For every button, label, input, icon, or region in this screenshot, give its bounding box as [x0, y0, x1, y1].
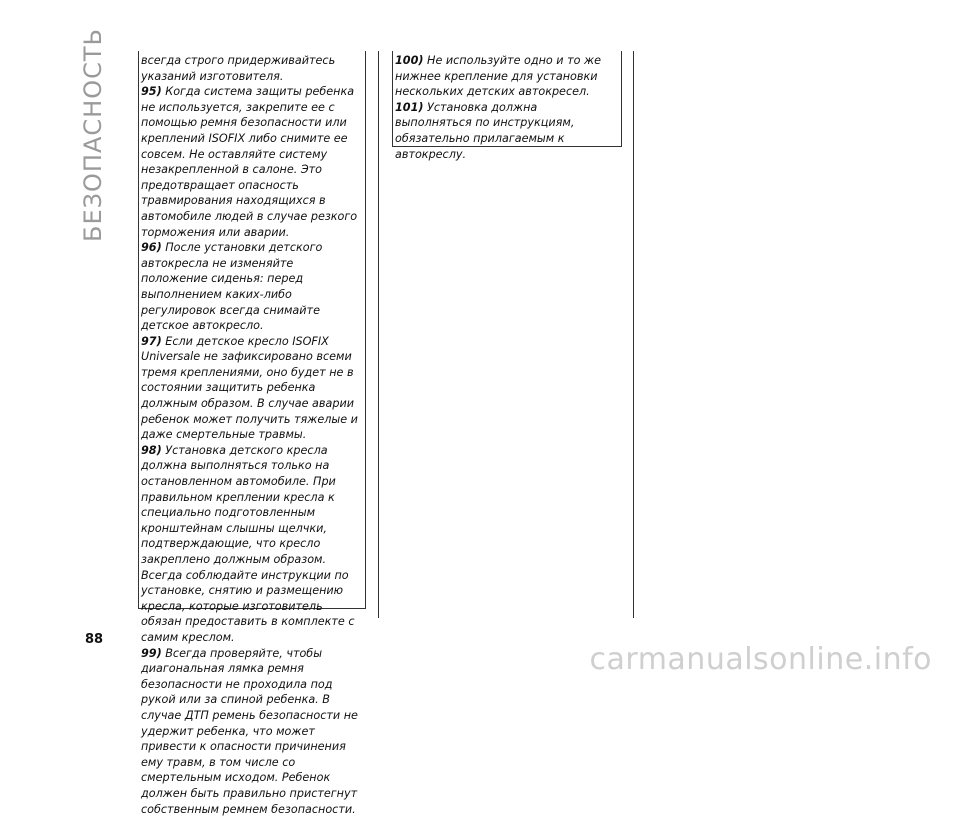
watermark-text: carmanualsonline.info: [589, 642, 932, 677]
section-title-text: БЕЗОПАСНОСТЬ: [79, 28, 107, 242]
warning-item: [141, 240, 361, 334]
warning-item: [395, 100, 617, 162]
column-divider-left: [378, 51, 379, 618]
warnings-column-right: [392, 51, 622, 161]
warnings-box-right: [392, 51, 622, 161]
warning-item: [395, 53, 617, 100]
warning-text: Установка детского кресла должна выполняться только на остановленном автомобиле. При правильном креплении кресла к специально подготовленным кронштейнам слышны щелчки, подтверждающие, что кресло закреплено должным образом. Всегда соблюдайте инструкции по установке, снятию и размещению кресла, которые изготовитель обязан предоставить в комплекте с самим креслом.: [141, 443, 355, 644]
page-number: 88: [85, 632, 104, 647]
warning-item: [141, 443, 361, 646]
warning-number: 97): [141, 334, 162, 348]
warning-text: Всегда проверяйте, чтобы диагональная лямка ремня безопасности не проходила под рукой или за спиной ребенка. В случае ДТП ремень безопасности не удержит ребенка, что может привести к опасности причинения ему травм, в том числе со смертельным исходом. Ребенок должен быть правильно пристегнут собственным ремнем безопасности.: [141, 646, 358, 816]
warning-text: После установки детского автокресла не изменяйте положение сиденья: перед выполнением каких-либо регулировок всегда снимайте детское автокресло.: [141, 241, 323, 333]
column-divider-right: [633, 51, 634, 618]
warning-text: Установка должна выполняться по инструкциям, обязательно прилагаемым к автокреслу.: [395, 100, 575, 161]
warning-item: [141, 334, 361, 443]
warning-number: 99): [141, 646, 162, 660]
warning-intro: всегда строго придерживайтесь указаний изготовителя.: [141, 54, 336, 83]
warning-number: 101): [395, 100, 424, 114]
section-title: [78, 28, 108, 242]
warnings-column-left: [138, 51, 366, 816]
warning-number: 98): [141, 443, 162, 457]
warnings-box-left: [138, 51, 366, 816]
warning-number: 96): [141, 241, 162, 255]
warning-text: Если детское кресло ISOFIX Universale не зафиксировано всеми тремя креплениями, оно будет не в состоянии защитить ребенка должным образом. В случае аварии ребенок может получить тяжелые и даже смертельные травмы.: [141, 334, 358, 442]
warning-number: 100): [395, 54, 424, 67]
warning-text: Не используйте одно и то же нижнее крепление для установки нескольких детских автокресел.: [395, 54, 602, 99]
warning-item: [141, 84, 361, 240]
warning-text: Когда система защиты ребенка не используется, закрепите ее с помощью ремня безопасности или креплений ISOFIX либо снимите ее совсем. Не оставляйте систему незакрепленной в салоне. Это предотвращает опасность травмирования находящихся в автомобиле людей в случае резкого торможения или аварии.: [141, 85, 358, 239]
warning-number: 95): [141, 85, 162, 99]
warning-item: [141, 646, 361, 817]
